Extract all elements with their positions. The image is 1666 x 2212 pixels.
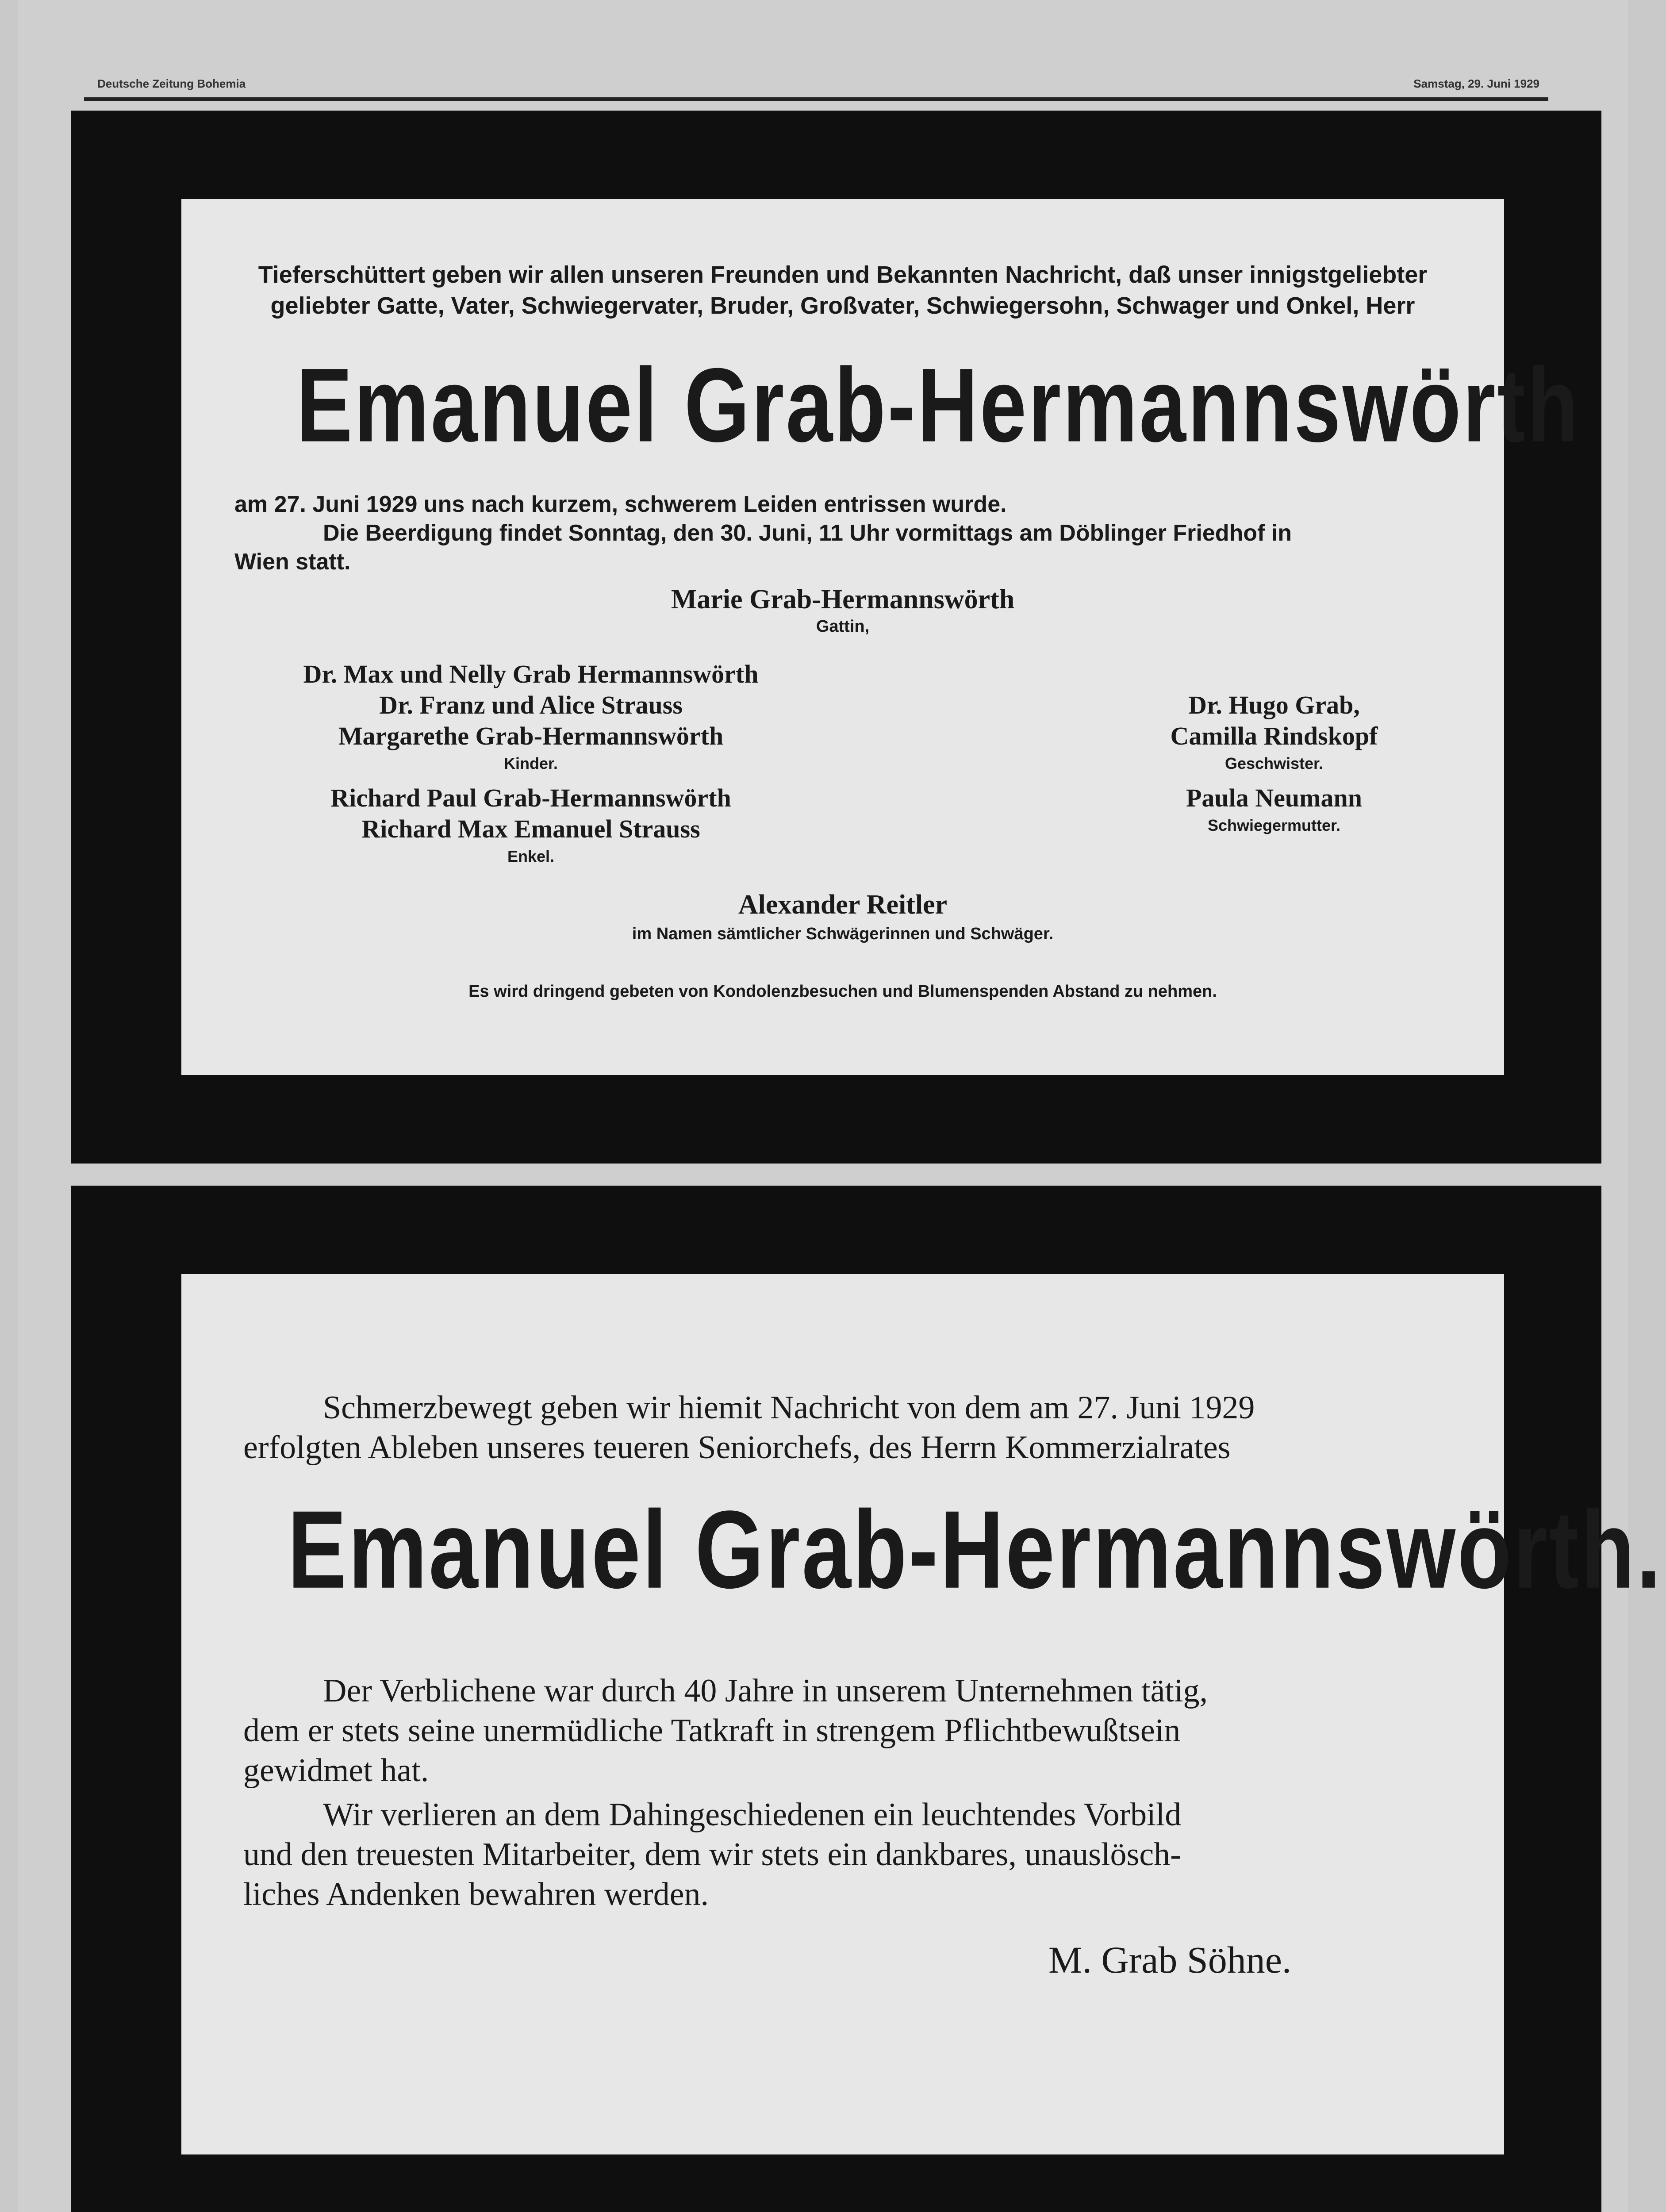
newspaper-page	[18, 0, 1663, 2212]
company-signature: M. Grab Söhne.	[1048, 1939, 1292, 1981]
children-role: Kinder.	[503, 754, 558, 772]
company-body-line5: und den treuesten Mitarbeiter, dem wir stets ein dankbares, unauslösch-	[243, 1836, 1181, 1873]
grandchildren-role: Enkel.	[507, 847, 555, 865]
condolence-request: Es wird dringend gebeten von Kondolenzbesuchen und Blumenspenden Abstand zu nehmen.	[468, 982, 1217, 1001]
mother-in-law-name: Paula Neumann	[1186, 783, 1362, 812]
company-intro-line2: erfolgten Ableben unseres teueren Seniorchefs, des Herrn Kommerzialrates	[243, 1429, 1231, 1466]
mourning-frame-company	[71, 1186, 1663, 2212]
running-head	[84, 66, 1548, 101]
siblings-role: Geschwister.	[1225, 754, 1324, 772]
family-intro-line1: Tieferschüttert geben wir allen unseren Freunden und Bekannten Nachricht, daß unser innigstgeliebter	[258, 261, 1428, 288]
grandchild-2: Richard Max Emanuel Strauss	[361, 814, 700, 843]
company-body-line3: gewidmet hat.	[243, 1752, 429, 1789]
sibling-1: Dr. Hugo Grab,	[1188, 691, 1360, 719]
company-body-line1: Der Verblichene war durch 40 Jahre in unserem Unternehmen tätig,	[323, 1673, 1208, 1709]
family-funeral-line2: Wien statt.	[234, 549, 351, 575]
family-funeral-line1: Die Beerdigung findet Sonntag, den 30. Juni, 11 Uhr vormittags am Döblinger Friedhof in	[323, 520, 1292, 546]
company-intro-line1: Schmerzbewegt geben wir hiemit Nachricht von dem am 27. Juni 1929	[323, 1390, 1255, 1426]
family-notice	[181, 199, 1580, 1075]
child-1: Dr. Max und Nelly Grab Hermannswörth	[303, 660, 759, 688]
widow-name: Marie Grab-Hermannswörth	[671, 584, 1015, 614]
family-death-line: am 27. Juni 1929 uns nach kurzem, schwerem Leiden entrissen wurde.	[234, 492, 1007, 517]
signatory-role: im Namen sämtlicher Schwägerinnen und Schwäger.	[632, 925, 1054, 943]
company-body-line4: Wir verlieren an dem Dahingeschiedenen ein leuchtendes Vorbild	[323, 1797, 1182, 1833]
mourning-frame-family	[71, 111, 1601, 1164]
running-head-left: Deutsche Zeitung Bohemia	[97, 77, 246, 90]
signatory-name: Alexander Reitler	[738, 890, 948, 920]
child-2: Dr. Franz und Alice Strauss	[379, 691, 683, 719]
running-head-right: Samstag, 29. Juni 1929	[1413, 77, 1539, 90]
grandchild-1: Richard Paul Grab-Hermannswörth	[330, 783, 731, 812]
company-deceased-name: Emanuel Grab-Hermannswörth.	[288, 1488, 1663, 1612]
company-body-line6: liches Andenken bewahren werden.	[243, 1876, 709, 1912]
widow-role: Gattin,	[816, 617, 870, 636]
sibling-2: Camilla Rindskopf	[1170, 722, 1378, 750]
family-deceased-name: Emanuel Grab-Hermannswörth	[296, 346, 1580, 464]
family-intro-line2: geliebter Gatte, Vater, Schwiegervater, Bruder, Großvater, Schwiegersohn, Schwager und Onkel, Herr	[270, 292, 1415, 319]
company-body-line2: dem er stets seine unermüdliche Tatkraft in strengem Pflichtbewußtsein	[243, 1713, 1181, 1749]
child-3: Margarethe Grab-Hermannswörth	[338, 722, 724, 750]
mother-in-law-role: Schwiegermutter.	[1207, 816, 1341, 834]
company-notice	[181, 1274, 1663, 2154]
